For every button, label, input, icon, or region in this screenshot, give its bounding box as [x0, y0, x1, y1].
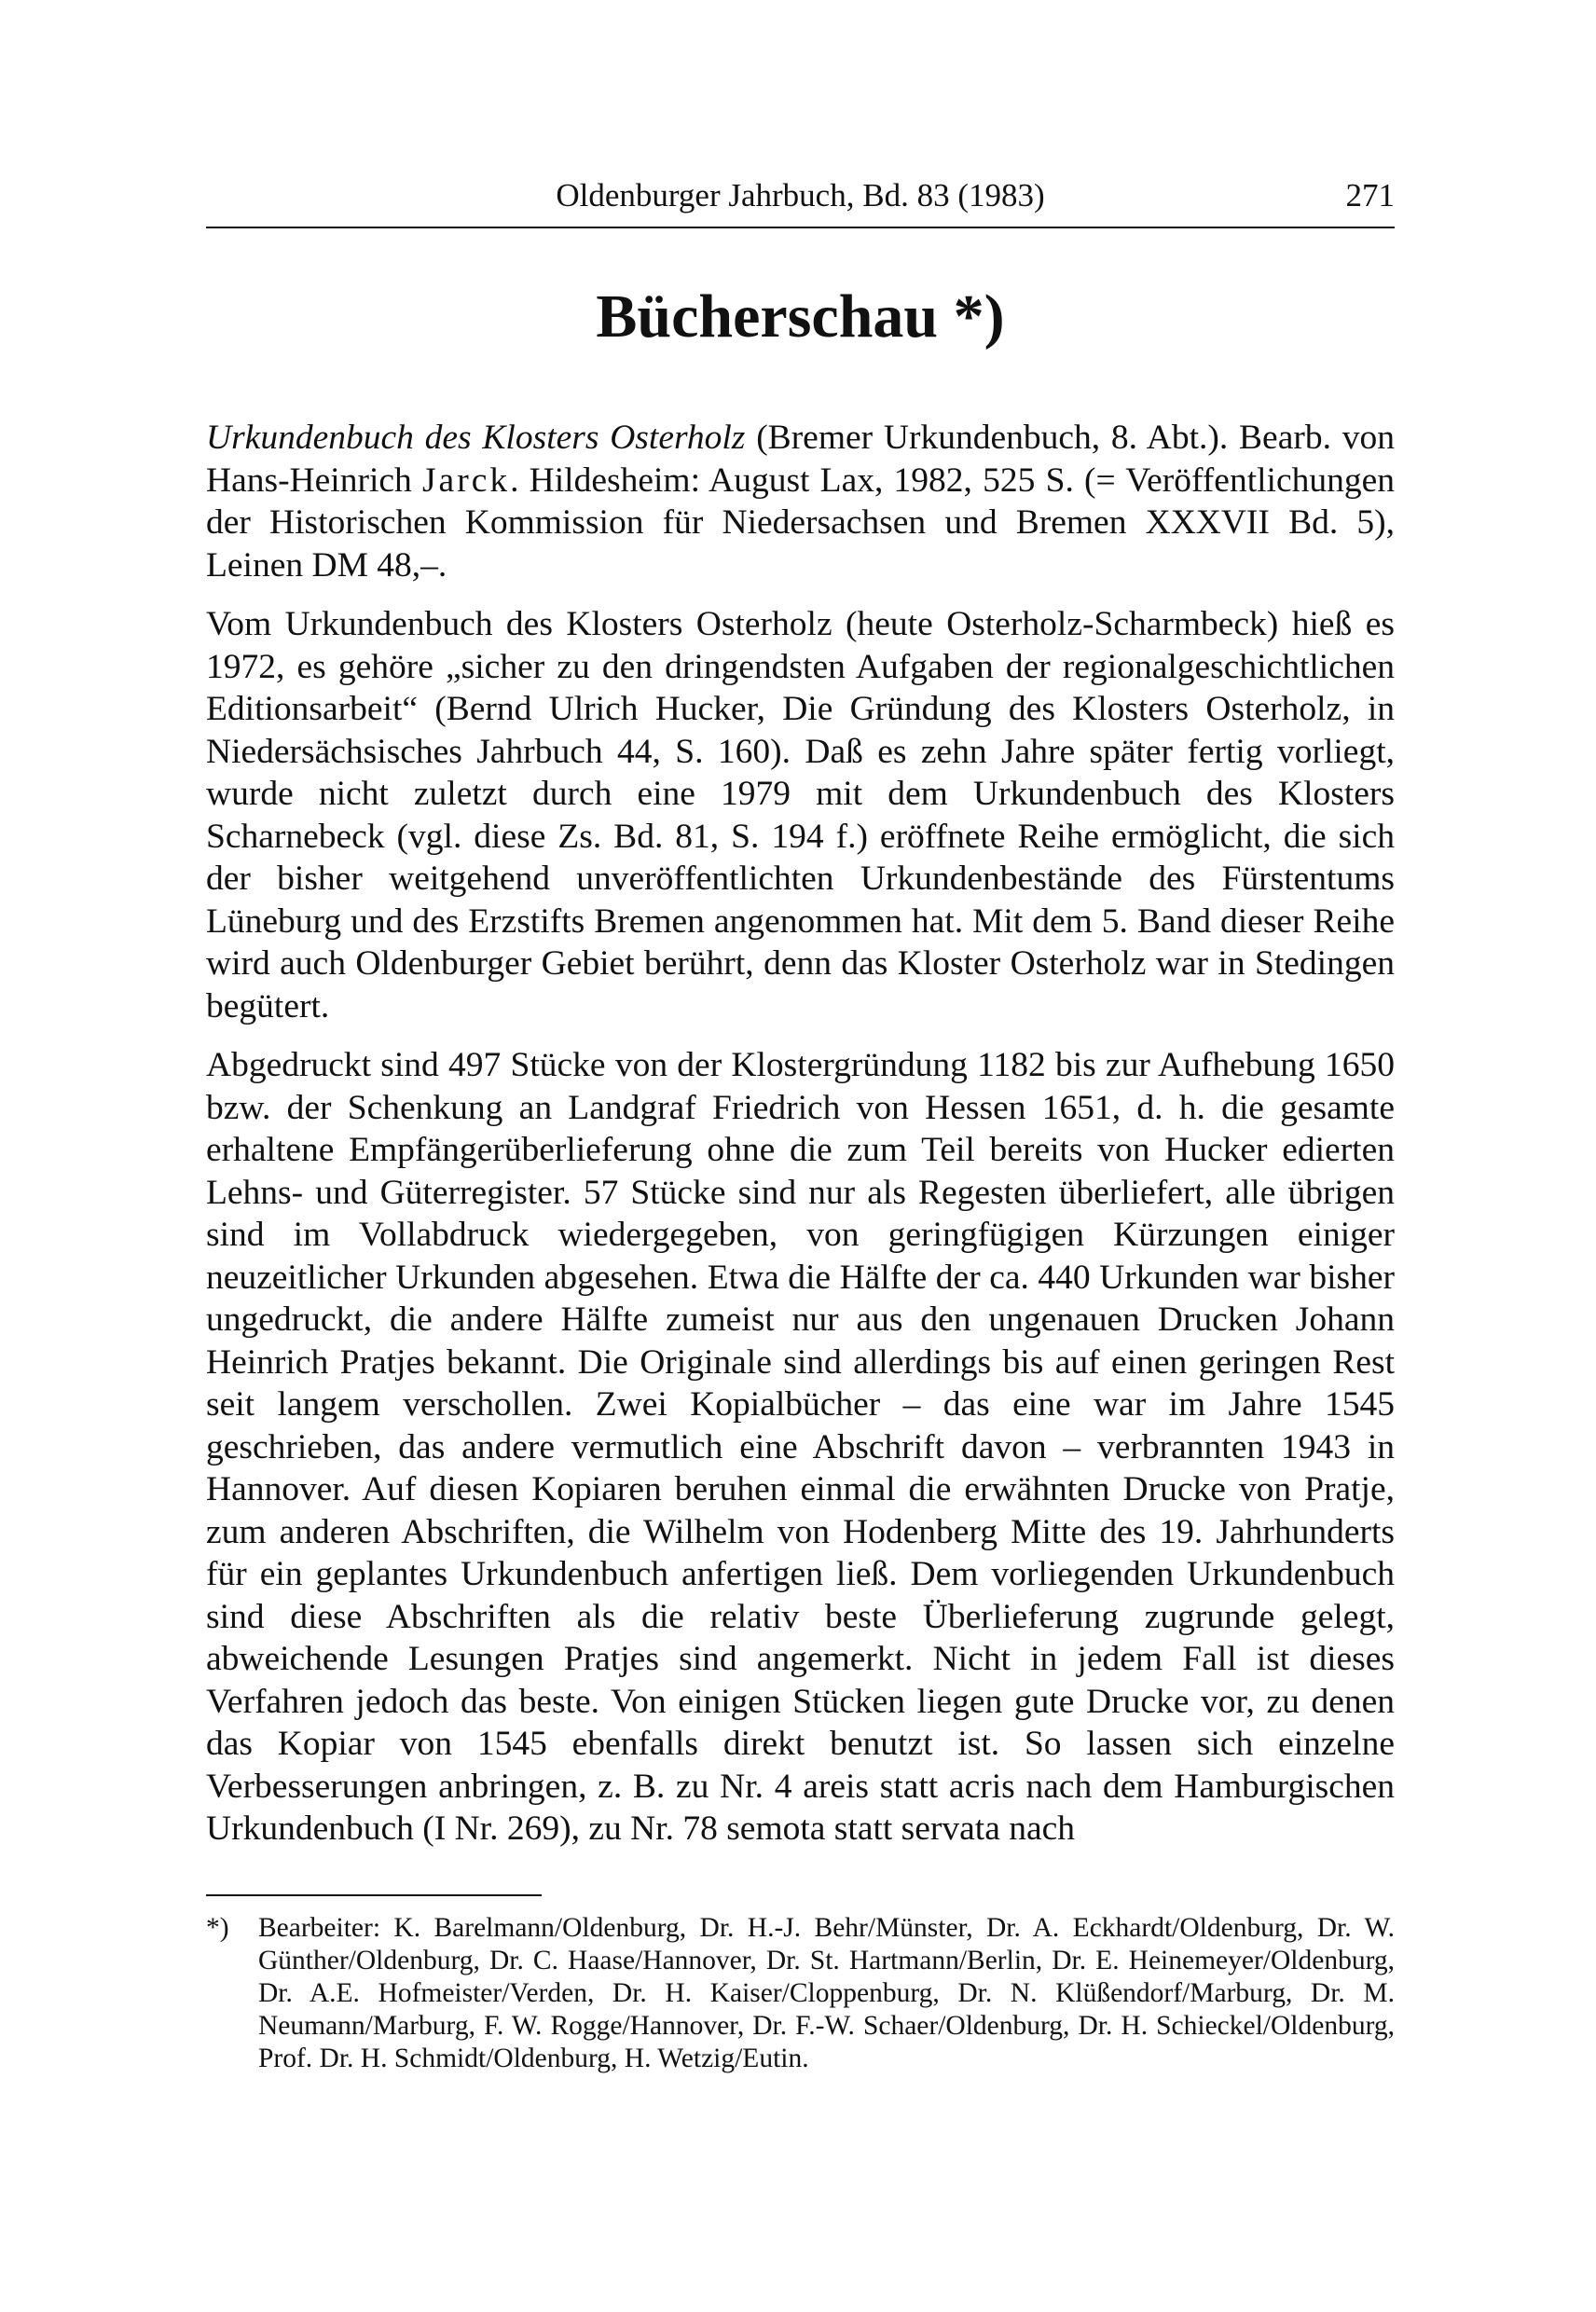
header-rule [206, 227, 1395, 228]
paragraph: Vom Urkundenbuch des Klosters Osterholz (heute Osterholz-Scharmbeck) hieß es 1972, es gehöre „sicher zu den dringendsten Aufgaben der regionalgeschichtlichen Editionsarbeit“ (Bernd Ulrich Hucker, Die Gründung des Klosters Osterholz, in Niedersächsisches Jahrbuch 44, S. 160). Daß es zehn Jahre später fertig vorliegt, wurde nicht zuletzt durch eine 1979 mit dem Urkundenbuch des Klosters Scharnebeck (vgl. diese Zs. Bd. 81, S. 194 f.) eröffnete Reihe ermöglicht, die sich der bisher weitgehend unveröffentlichten Urkundenbestände des Fürstentums Lüneburg und des Erzstifts Bremen angenommen hat. Mit dem 5. Band dieser Reihe wird auch Oldenburger Gebiet berührt, denn das Kloster Osterholz war in Stedingen begütert. [206, 605, 1395, 1025]
section-title: Bücherschau *) [596, 282, 1005, 351]
running-title: Oldenburger Jahrbuch, Bd. 83 (1983) [556, 177, 1045, 213]
paragraph: Abgedruckt sind 497 Stücke von der Klostergründung 1182 bis zur Aufhebung 1650 bzw. der Schenkung an Landgraf Friedrich von Hessen 1651, d. h. die gesamte erhaltene Empfängerüberlieferung ohne die zum Teil bereits von Hucker edierten Lehns- und Güterregister. 57 Stücke sind nur als Regesten überliefert, alle übrigen sind im Vollabdruck wiedergegeben, von geringfügigen Kürzungen einiger neuzeitlicher Urkunden abgesehen. Etwa die Hälfte der ca. 440 Urkunden war bisher ungedruckt, die andere Hälfte zumeist nur aus den ungenauen Drucken Johann Heinrich Pratjes bekannt. Die Originale sind allerdings bis auf einen geringen Rest seit langem verschollen. Zwei Kopialbücher – das eine war im Jahre 1545 geschrieben, das andere vermutlich eine Abschrift davon – verbrannten 1943 in Hannover. Auf diesen Kopiaren beruhen einmal die erwähnten Drucke von Pratje, zum anderen Abschriften, die Wilhelm von Hodenberg Mitte des 19. Jahrhunderts für ein geplantes Urkundenbuch anfertigen ließ. Dem vorliegenden Urkundenbuch sind diese Abschriften als die relativ beste Überlieferung zugrunde gelegt, abweichende Lesungen Pratjes sind angemerkt. Nicht in jedem Fall ist dieses Verfahren jedoch das beste. Von einigen Stücken liegen gute Drucke vor, zu denen das Kopiar von 1545 ebenfalls direkt benutzt ist. So lassen sich einzelne Verbesserungen anbringen, z. B. zu Nr. 4 areis statt acris nach dem Hamburgischen Urkundenbuch (I Nr. 269), zu Nr. 78 semota statt servata nach [206, 1046, 1395, 1848]
citation-part-2: . Hildesheim: August Lax, 1982, 525 S. (= Veröffentlichungen der Historischen Kommission für Niedersachsen und Bremen XXXVII Bd. 5), Leinen DM 48,–. [206, 461, 1395, 585]
footnote-marker: *) [206, 1913, 229, 1943]
citation-part-1: (Bremer Urkundenbuch, 8. Abt.). Bearb. von Hans-Heinrich [206, 419, 1395, 500]
footnote [206, 1912, 1395, 2075]
book-title: Urkundenbuch des Klosters Osterholz [206, 419, 746, 457]
page-number: 271 [1345, 177, 1395, 213]
book-page [206, 0, 1395, 2312]
review-body [206, 417, 1395, 1851]
book-citation [206, 417, 1395, 586]
running-head [206, 175, 1395, 216]
footnote-text: Bearbeiter: K. Barelmann/Oldenburg, Dr. H.-J. Behr/Münster, Dr. A. Eckhardt/Oldenburg, Dr. W. Günther/Oldenburg, Dr. C. Haase/Hannover, Dr. St. Hartmann/Berlin, Dr. E. Heinemeyer/Oldenburg, Dr. A.E. Hofmeister/Verden, Dr. H. Kaiser/Cloppenburg, Dr. N. Klüßendorf/Marburg, Dr. M. Neumann/Marburg, F. W. Rogge/Hannover, Dr. F.-W. Schaer/Oldenburg, Dr. H. Schieckel/Oldenburg, Prof. Dr. H. Schmidt/Oldenburg, H. Wetzig/Eutin. [258, 1913, 1395, 2073]
footnote-rule [206, 1894, 542, 1896]
editor-surname: Jarck [421, 461, 511, 500]
